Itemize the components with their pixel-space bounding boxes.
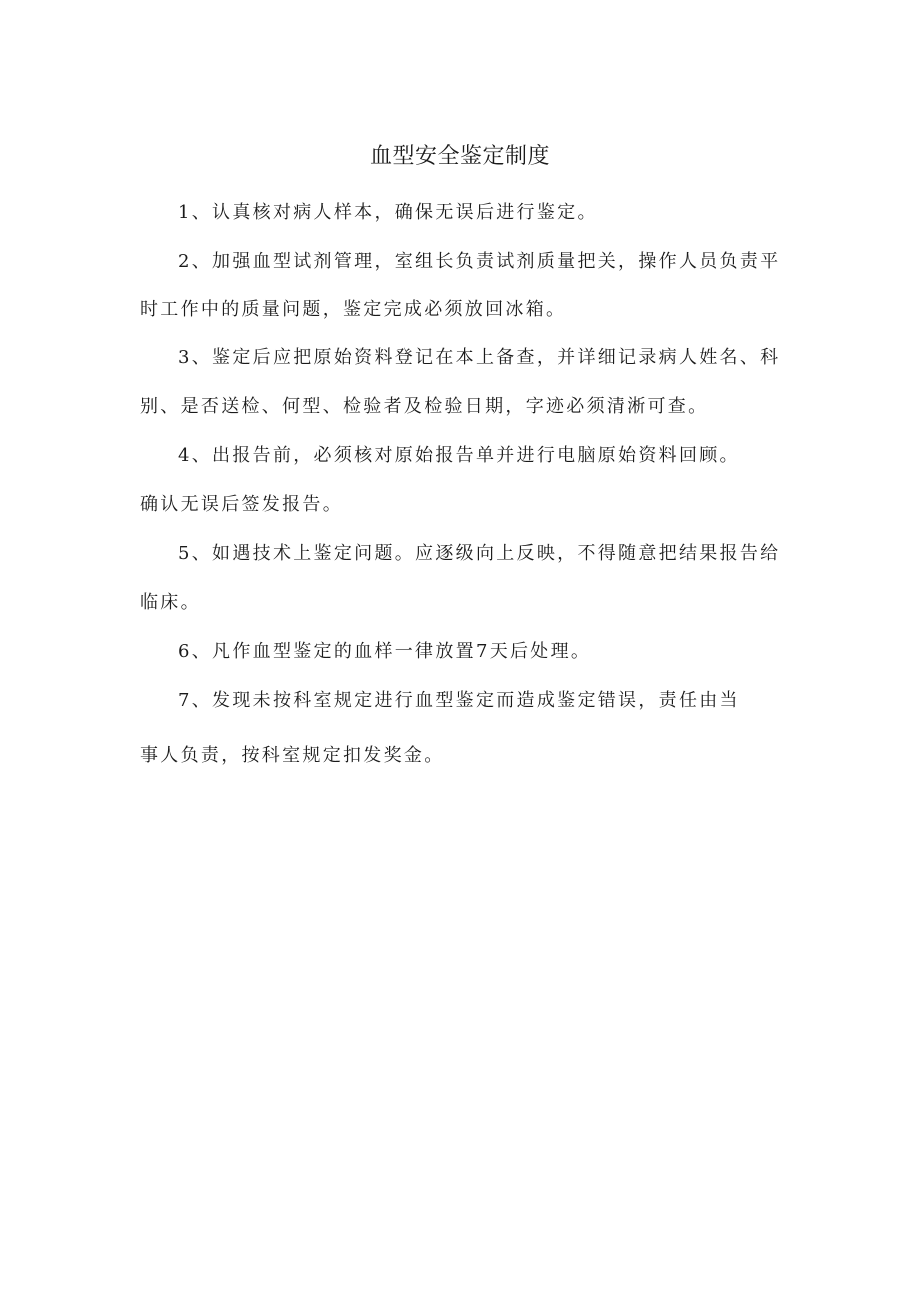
rule-2-line-2: 时工作中的质量问题，鉴定完成必须放回冰箱。 [140,299,567,320]
rule-3-line-1: 3、鉴定后应把原始资料登记在本上备查，并详细记录病人姓名、科 [178,347,781,368]
rule-7-line-2: 事人负责，按科室规定扣发奖金。 [140,745,445,766]
rule-5-line-2: 临床。 [140,592,201,613]
rule-5-line-1: 5、如遇技术上鉴定问题。应逐级向上反映，不得随意把结果报告给 [178,543,781,564]
rule-7-line-1: 7、发现未按科室规定进行血型鉴定而造成鉴定错误，责任由当 [178,690,740,711]
rule-6-line-1: 6、凡作血型鉴定的血样一律放置7天后处理。 [178,641,592,662]
rule-1-line-1: 1、认真核对病人样本，确保无误后进行鉴定。 [178,202,598,223]
rule-4-line-2: 确认无误后签发报告。 [140,494,343,515]
rule-2-line-1: 2、加强血型试剂管理，室组长负责试剂质量把关，操作人员负责平 [178,251,781,272]
rule-4-line-1: 4、出报告前，必须核对原始报告单并进行电脑原始资料回顾。 [178,445,740,466]
page-title: 血型安全鉴定制度 [369,144,550,169]
rule-3-line-2: 别、是否送检、何型、检验者及检验日期，字迹必须清淅可查。 [140,396,709,417]
